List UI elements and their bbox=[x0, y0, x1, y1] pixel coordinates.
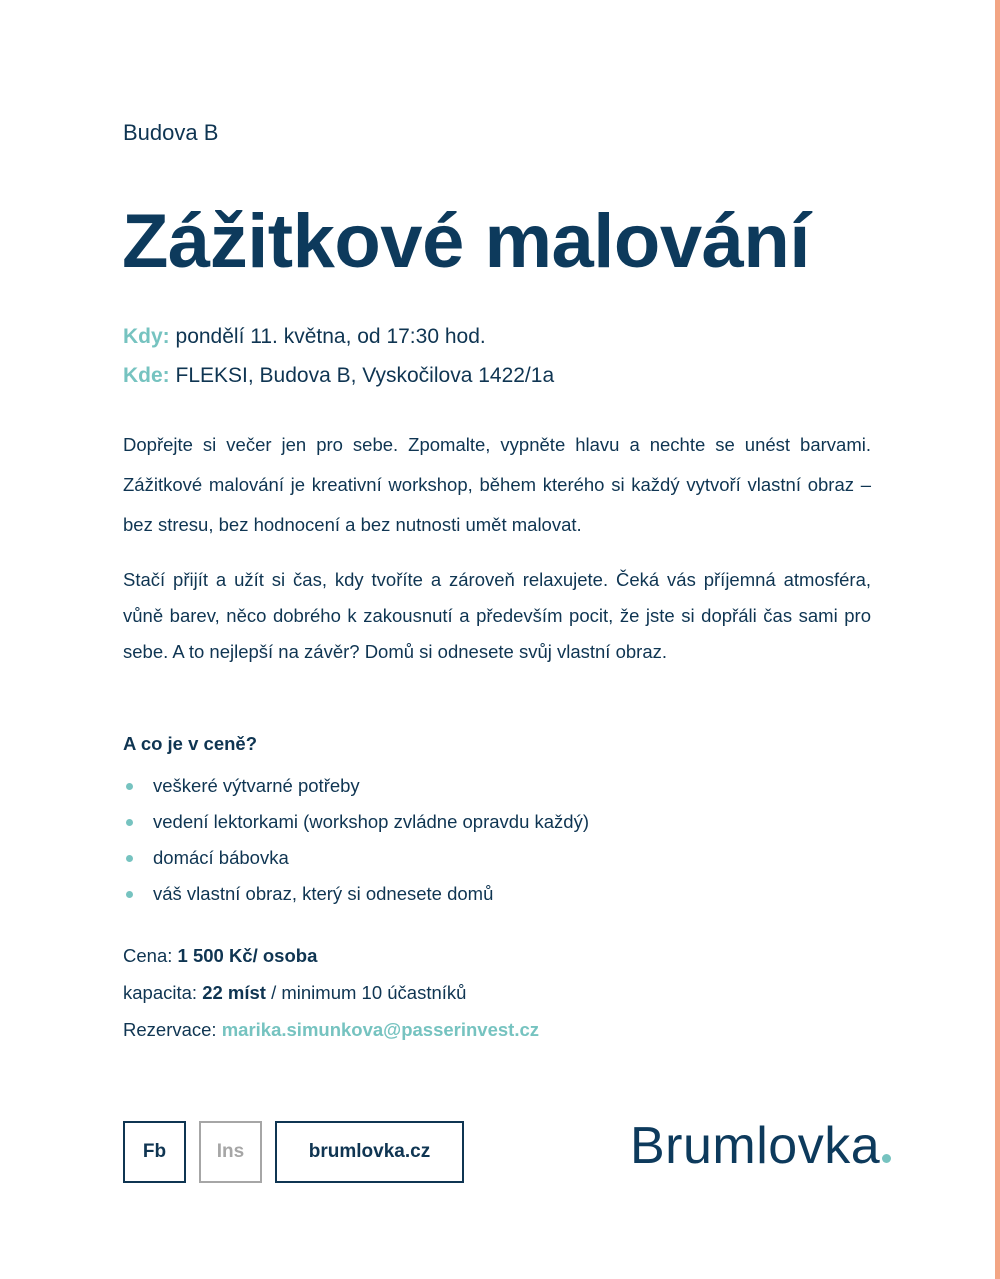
description-paragraph-1: Dopřejte si večer jen pro sebe. Zpomalte, vypněte hlavu a nechte se unést barvami. Zážitkové malování je kreativní workshop, během kterého si každý vytvoří vlastní obraz – bez stresu, bez hodnocení a bez nutnosti umět malovat. bbox=[123, 434, 871, 535]
capacity-minimum: / minimum 10 účastníků bbox=[265, 982, 467, 1003]
capacity-value: 22 míst bbox=[202, 982, 266, 1003]
reservation-line bbox=[123, 1019, 539, 1041]
list-item bbox=[123, 804, 589, 840]
capacity-label: kapacita: bbox=[123, 982, 203, 1003]
price-label: Cena: bbox=[123, 945, 178, 966]
description-paragraph-2: Stačí přijít a užít si čas, kdy tvoříte a zároveň relaxujete. Čeká vás příjemná atmosféra, vůně barev, něco dobrého k zakousnutí a především pocit, že jste si dopřáli čas sami pro sebe. A to nejlepší na závěr? Domů si odnesete svůj vlastní obraz. bbox=[123, 569, 871, 662]
reservation-label: Rezervace: bbox=[123, 1019, 222, 1040]
facebook-button[interactable]: Fb bbox=[123, 1121, 186, 1183]
list-item bbox=[123, 840, 589, 876]
event-where bbox=[123, 364, 554, 388]
bullet-icon bbox=[126, 783, 133, 790]
capacity-line bbox=[123, 982, 466, 1004]
list-item bbox=[123, 876, 589, 912]
list-item-text: vedení lektorkami (workshop zvládne opravdu každý) bbox=[153, 811, 589, 832]
edge-stripe bbox=[995, 0, 1000, 1279]
where-value: FLEKSI, Budova B, Vyskočilova 1422/1a bbox=[175, 364, 555, 387]
included-list bbox=[123, 768, 589, 912]
reservation-email-link[interactable]: marika.simunkova@passerinvest.cz bbox=[221, 1019, 540, 1040]
when-label: Kdy: bbox=[123, 325, 170, 348]
price-line bbox=[123, 945, 317, 967]
logo-text: Brumlovka bbox=[630, 1117, 881, 1175]
website-button[interactable]: brumlovka.cz bbox=[275, 1121, 464, 1183]
list-item-text: domácí bábovka bbox=[153, 847, 289, 868]
building-label: Budova B bbox=[123, 120, 219, 145]
price-value: 1 500 Kč/ osoba bbox=[177, 945, 318, 966]
list-item-text: veškeré výtvarné potřeby bbox=[153, 775, 360, 796]
event-when bbox=[123, 325, 486, 349]
where-label: Kde: bbox=[123, 364, 170, 387]
instagram-button[interactable]: Ins bbox=[199, 1121, 262, 1183]
brumlovka-logo bbox=[630, 1117, 891, 1177]
included-heading: A co je v ceně? bbox=[123, 733, 258, 754]
logo-dot bbox=[882, 1154, 891, 1163]
list-item bbox=[123, 768, 589, 804]
list-item-text: váš vlastní obraz, který si odnesete domů bbox=[153, 883, 494, 904]
when-value: pondělí 11. května, od 17:30 hod. bbox=[175, 325, 486, 348]
bullet-icon bbox=[126, 855, 133, 862]
event-title: Zážitkové malování bbox=[122, 199, 810, 284]
bullet-icon bbox=[126, 819, 133, 826]
bullet-icon bbox=[126, 891, 133, 898]
